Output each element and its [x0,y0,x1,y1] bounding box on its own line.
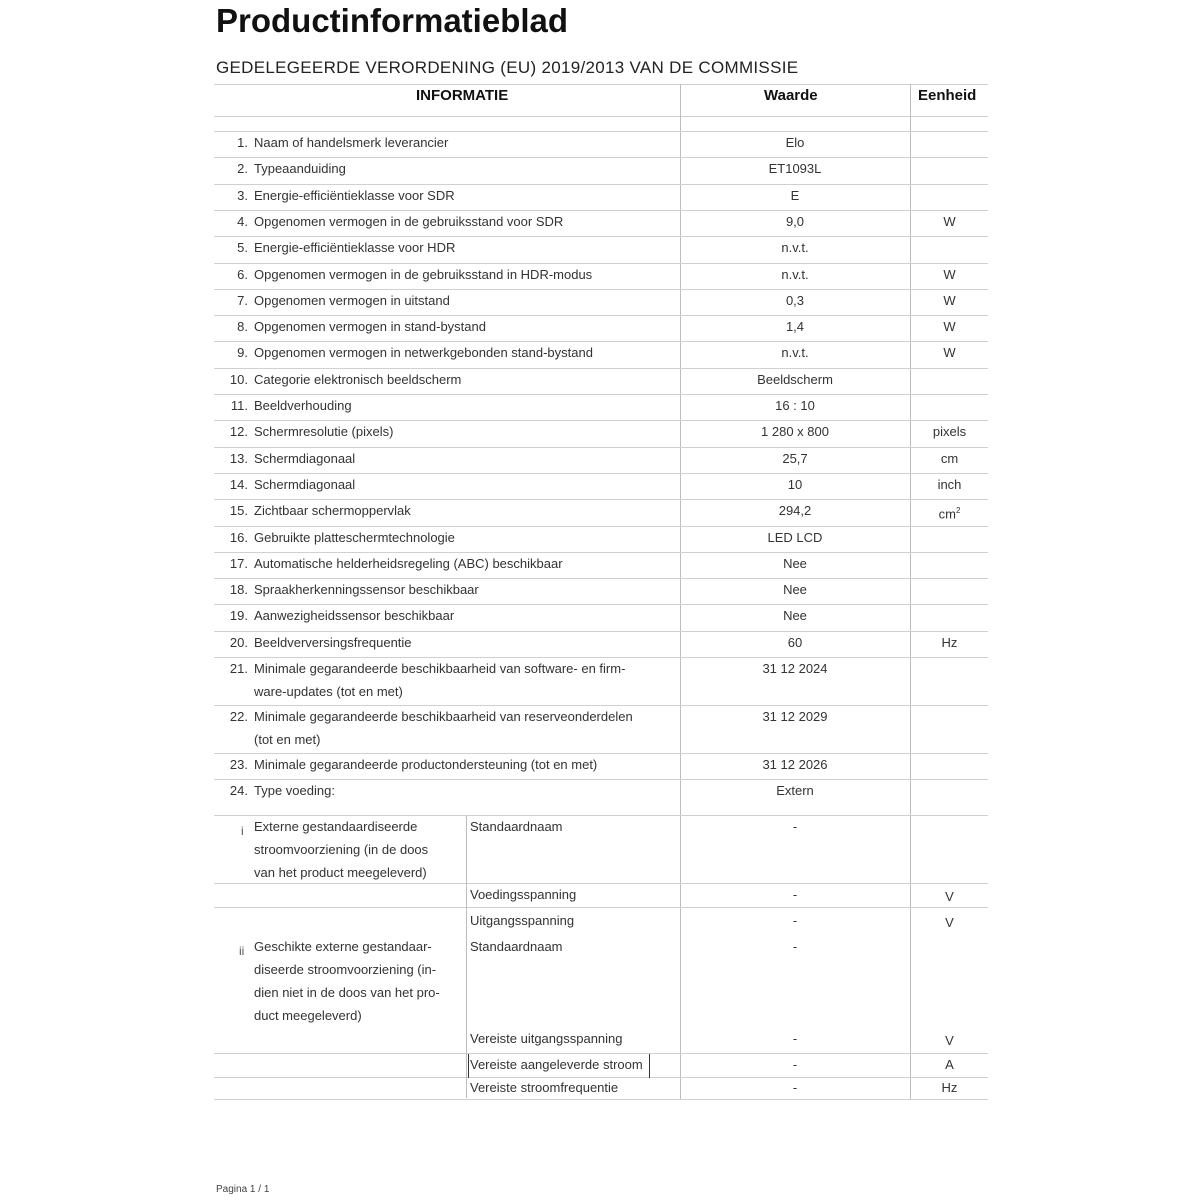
psu-ii-sub-value: - [792,939,798,954]
psu-ii-sub-label: Vereiste stroomfrequentie [470,1080,619,1095]
row-label: Schermdiagonaal [254,476,356,492]
psu-i-sub-value: - [792,887,798,902]
row-unit [911,632,988,655]
row-number: 4. [237,213,248,229]
psu-ii-sub-label: Vereiste uitgangsspanning [470,1031,623,1046]
row-number: 14. [229,476,248,492]
row-label: Spraakherkenningssensor beschikbaar [254,582,479,598]
row-number: 12. [229,424,248,440]
psu-ii-sub-unit: V [945,1033,954,1048]
row-unit-text: cm [938,506,956,522]
row-number: 5. [237,240,248,256]
row-number: 23. [229,757,248,772]
header-waarde: Waarde [764,87,818,104]
row-unit [911,290,988,313]
row-unit-text: W [943,345,956,361]
page-title: Productinformatieblad [216,2,569,39]
row-unit-text: W [943,213,956,229]
row-number: 17. [229,555,248,571]
row-value: 60 [787,634,803,650]
psu-i-sub-label: Voedingsspanning [470,887,577,902]
page-number: Pagina 1 / 1 [216,1184,270,1195]
row-label-continued: ware-updates (tot en met) [254,684,403,699]
row-value: 294,2 [778,503,812,519]
row-value: Beeldscherm [757,371,833,387]
row-number: 18. [229,582,248,598]
psu-i-line-2: stroomvoorziening (in de doos [254,842,429,857]
header-informatie: INFORMATIE [416,87,509,104]
row-unit [911,474,988,497]
row-label: Zichtbaar schermoppervlak [254,503,411,519]
row-value: n.v.t. [781,240,809,256]
row-number: 9. [237,345,248,361]
row-label: Type voeding: [254,783,335,799]
row-value: 25,7 [782,450,808,466]
row-number: 7. [237,292,248,308]
psu-i-marker: i [241,824,244,838]
row-value: E [790,187,800,203]
psu-i-line-3: van het product meegeleverd) [254,865,427,880]
row-unit-text: Hz [941,634,958,650]
row-label: Minimale gegarandeerde beschikbaarheid van reserveonderdelen [254,709,633,724]
row-number: 20. [229,634,248,650]
psu-ii-sub-label: Standaardnaam [470,939,563,954]
row-label: Schermresolutie (pixels) [254,424,394,440]
row-value: 31 12 2026 [762,757,828,772]
row-number: 19. [229,608,248,624]
row-label: Energie-efficiëntieklasse voor SDR [254,187,455,203]
psu-ii-line-1: Geschikte externe gestandaar- [254,939,432,954]
row-value: 10 [787,476,803,492]
row-unit [911,421,988,444]
row-value: 31 12 2029 [762,709,828,724]
row-value: 0,3 [785,292,805,308]
row-unit-text: pixels [932,424,967,440]
row-number: 11. [230,398,248,413]
psu-ii-line-2: diseerde stroomvoorziening (in- [254,962,437,977]
row-value: Elo [785,135,805,150]
psu-ii-sub-unit: A [945,1057,954,1072]
row-number: 8. [237,319,248,335]
row-number: 24. [229,783,248,799]
row-value: 16 : 10 [775,398,815,413]
row-label: Opgenomen vermogen in uitstand [254,292,450,308]
row-unit-text: W [943,292,956,308]
row-number: 3. [237,187,248,203]
psu-i-sub-label: Uitgangsspanning [470,913,575,928]
row-unit [911,500,988,526]
row-unit-superscript: 2 [955,506,961,516]
psu-ii-sub-value: - [792,1031,798,1046]
row-value: Nee [783,582,807,598]
row-value: Extern [776,783,814,799]
row-label: Automatische helderheidsregeling (ABC) beschikbaar [254,555,563,571]
row-value: 1 280 x 800 [761,424,829,440]
row-value: 9,0 [785,213,805,229]
row-unit [911,448,988,471]
row-number: 16. [229,529,248,545]
row-number: 15. [229,503,248,519]
product-info-table [214,84,988,1100]
row-label: Opgenomen vermogen in stand-bystand [254,319,486,335]
row-label: Energie-efficiëntieklasse voor HDR [254,240,456,256]
row-value: n.v.t. [781,345,809,361]
row-label: Schermdiagonaal [254,450,356,466]
row-label: Beeldverhouding [254,398,352,413]
row-label-continued: (tot en met) [254,732,321,747]
row-label: Opgenomen vermogen in netwerkgebonden stand-bystand [254,345,593,361]
row-number: 13. [229,450,248,466]
row-unit [911,211,988,234]
row-label: Gebruikte platteschermtechnologie [254,529,455,545]
row-number: 2. [237,161,248,177]
psu-i-sub-value: - [792,913,798,928]
psu-ii-sub-label: Vereiste aangeleverde stroom [470,1057,643,1072]
row-unit-text: W [943,266,956,282]
psu-ii-marker: ii [239,944,245,958]
row-label: Beeldverversingsfrequentie [254,634,412,650]
row-unit-text: inch [937,476,962,492]
psu-i-line-1: Externe gestandaardiseerde [254,819,418,834]
row-label: Aanwezigheidssensor beschikbaar [254,608,455,624]
row-label: Opgenomen vermogen in de gebruiksstand in HDR-modus [254,266,593,282]
psu-ii-sub-unit: Hz [941,1080,958,1095]
psu-i-sub-unit: V [945,889,954,904]
regulation-subtitle: GEDELEGEERDE VERORDENING (EU) 2019/2013 VAN DE COMMISSIE [216,58,799,77]
row-value: ET1093L [768,161,822,177]
row-label: Opgenomen vermogen in de gebruiksstand voor SDR [254,213,564,229]
psu-ii-line-3: dien niet in de doos van het pro- [254,985,440,1000]
row-number: 22. [229,709,248,724]
row-number: 10. [229,371,248,387]
header-eenheid: Eenheid [918,87,977,104]
row-value: 31 12 2024 [762,661,828,676]
row-label: Typeaanduiding [254,161,346,177]
psu-i-sub-value: - [792,819,798,834]
row-value: Nee [783,555,807,571]
row-unit [911,342,988,365]
row-value: Nee [783,608,807,624]
row-number: 6. [237,266,248,282]
row-value: 1,4 [785,319,805,335]
psu-ii-sub-value: - [792,1057,798,1072]
row-unit [911,316,988,339]
row-label: Minimale gegarandeerde beschikbaarheid van software- en firm- [254,661,626,676]
row-value: n.v.t. [781,266,809,282]
row-number: 21. [229,661,248,676]
psu-i-sub-label: Standaardnaam [470,819,563,834]
row-label: Naam of handelsmerk leverancier [254,135,449,150]
row-unit [911,264,988,287]
psu-i-sub-unit: V [945,915,954,930]
psu-ii-line-4: duct meegeleverd) [254,1008,362,1023]
row-unit-text: W [943,319,956,335]
row-label: Minimale gegarandeerde productondersteuning (tot en met) [254,757,598,772]
row-unit-text: cm [940,450,959,466]
row-label: Categorie elektronisch beeldscherm [254,371,462,387]
row-value: LED LCD [767,529,823,545]
psu-ii-sub-value: - [792,1080,798,1095]
row-number: 1. [237,135,248,150]
